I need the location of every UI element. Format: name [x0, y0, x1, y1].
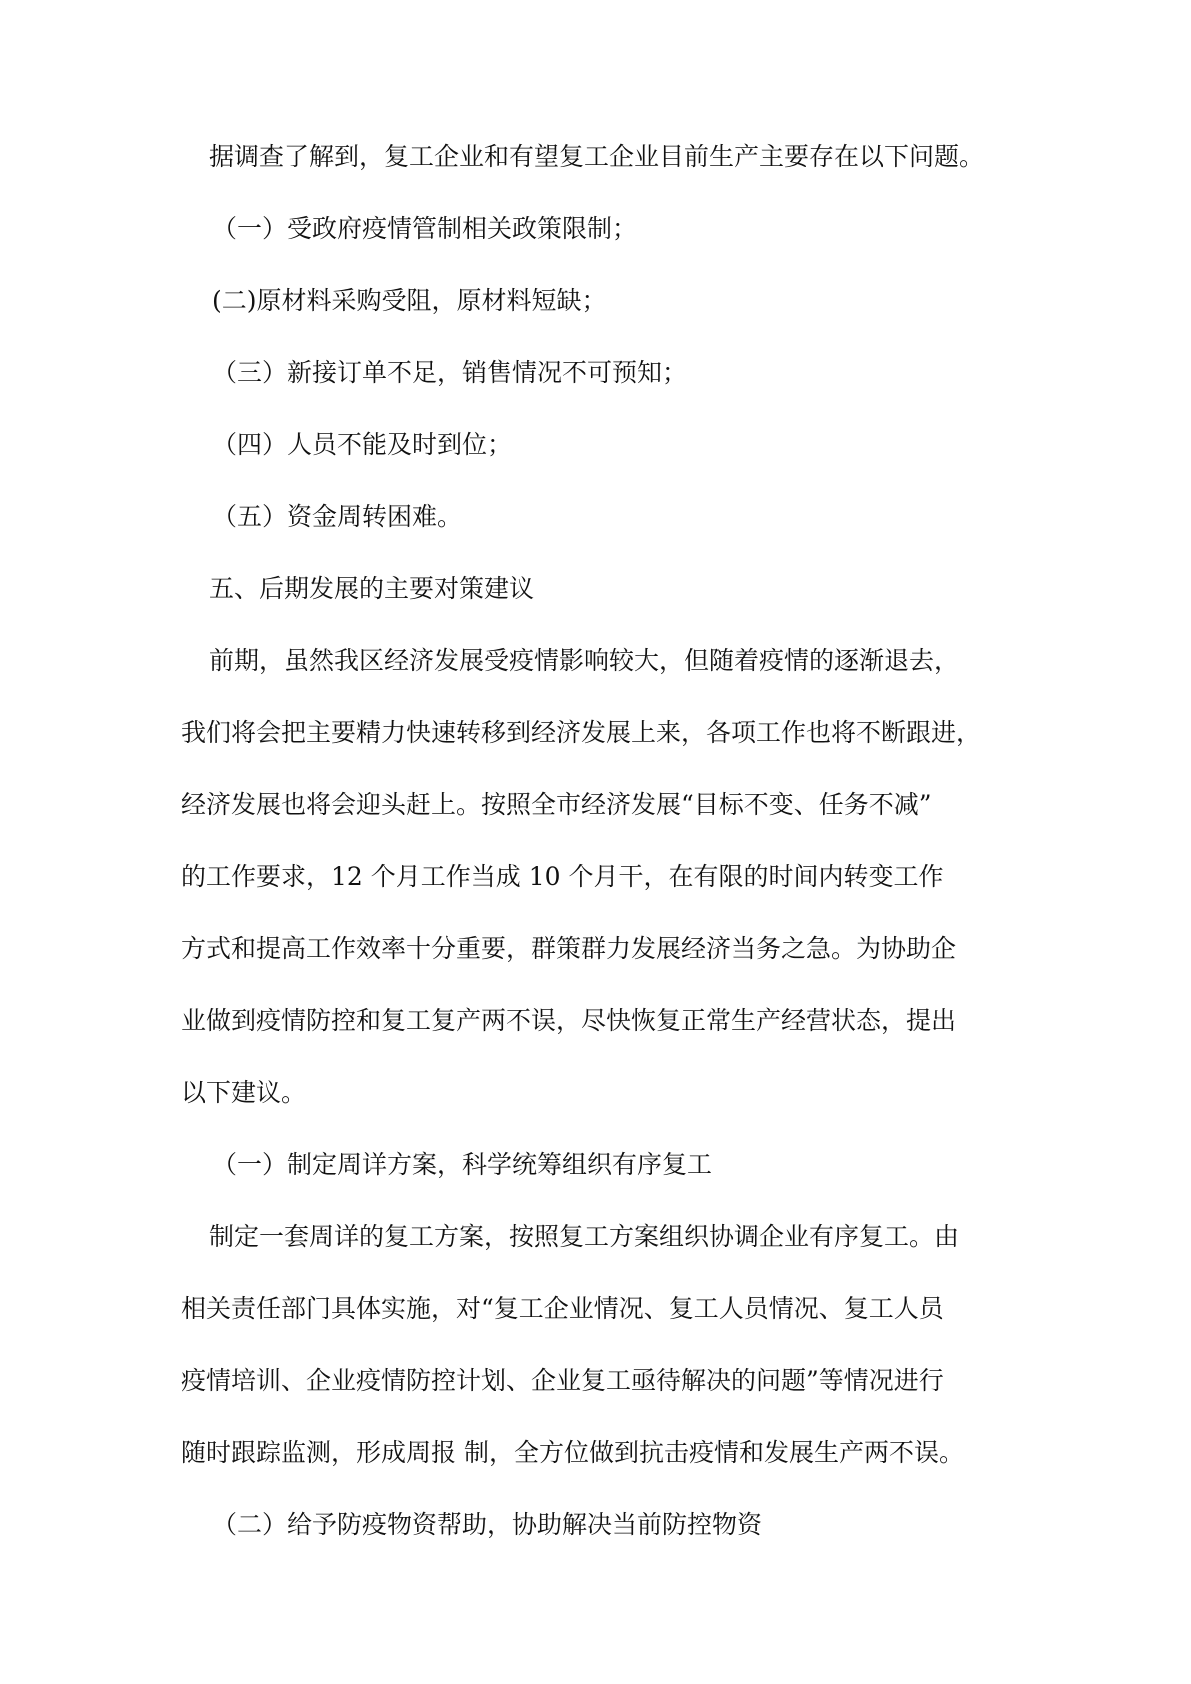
- paragraph-line: 前期，虽然我区经济发展受疫情影响较大，但随着疫情的逐渐退去，: [209, 646, 960, 675]
- list-item: （四）人员不能及时到位；: [212, 430, 513, 459]
- paragraph-line: 随时跟踪监测，形成周报 制，全方位做到抗击疫情和发展生产两不误。: [181, 1438, 964, 1467]
- paragraph-line: 业做到疫情防控和复工复产两不误，尽快恢复正常生产经营状态，提出: [181, 1006, 957, 1035]
- list-item: (二)原材料采购受阻，原材料短缺；: [212, 286, 607, 315]
- paragraph-line: 的工作要求，12 个月工作当成 10 个月干，在有限的时间内转变工作: [181, 862, 944, 891]
- paragraph-line: 据调查了解到，复工企业和有望复工企业目前生产主要存在以下问题。: [209, 142, 985, 171]
- subsection-heading: （二）给予防疫物资帮助，协助解决当前防控物资: [212, 1510, 763, 1539]
- paragraph-line: 相关责任部门具体实施，对“复工企业情况、复工人员情况、复工人员: [181, 1294, 944, 1323]
- paragraph-line: 经济发展也将会迎头赶上。按照全市经济发展“目标不变、任务不减”: [181, 790, 932, 819]
- paragraph-line: 以下建议。: [181, 1078, 307, 1107]
- paragraph-line: 方式和提高工作效率十分重要，群策群力发展经济当务之急。为协助企: [181, 934, 957, 963]
- paragraph-line: 我们将会把主要精力快速转移到经济发展上来，各项工作也将不断跟进，: [181, 718, 982, 747]
- subsection-heading: （一）制定周详方案，科学统筹组织有序复工: [212, 1150, 713, 1179]
- list-item: （五）资金周转困难。: [212, 502, 463, 531]
- list-item: （一）受政府疫情管制相关政策限制；: [212, 214, 638, 243]
- list-item: （三）新接订单不足，销售情况不可预知；: [212, 358, 688, 387]
- paragraph-line: 疫情培训、企业疫情防控计划、企业复工亟待解决的问题”等情况进行: [181, 1366, 944, 1395]
- section-heading: 五、后期发展的主要对策建议: [209, 574, 535, 603]
- paragraph-line: 制定一套周详的复工方案，按照复工方案组织协调企业有序复工。由: [209, 1222, 960, 1251]
